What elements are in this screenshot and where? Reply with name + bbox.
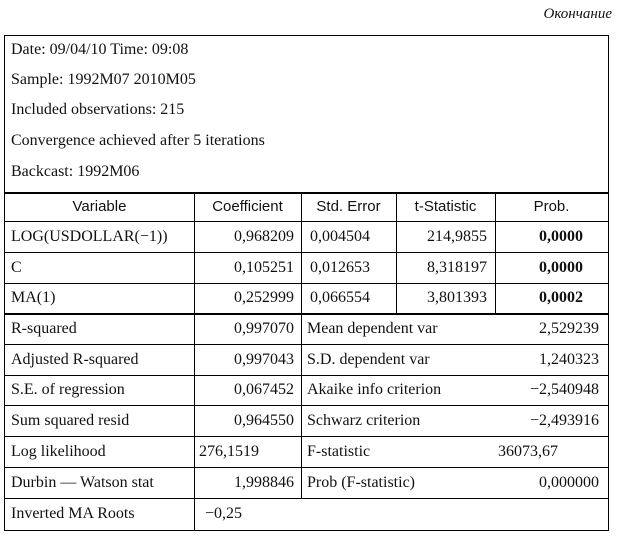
column-header-t-statistic: t-Statistic (414, 198, 477, 215)
std-error-value: 0,012653 (310, 259, 370, 276)
inverted-ma-roots-label: Inverted MA Roots (11, 505, 135, 522)
stat-label: Adjusted R-squared (11, 351, 139, 368)
backcast-line: Backcast: 1992M06 (11, 163, 140, 180)
stat-label: S.D. dependent var (307, 351, 430, 368)
row-divider (5, 344, 608, 345)
stat-label: Log likelihood (11, 443, 106, 460)
stat-label: Akaike info criterion (307, 381, 442, 398)
row-divider (5, 436, 608, 437)
t-statistic-value: 8,318197 (427, 259, 487, 276)
t-statistic-value: 3,801393 (427, 289, 487, 306)
coefficients-divider (5, 313, 608, 315)
row-divider (5, 498, 608, 499)
stat-label: Schwarz criterion (307, 412, 421, 429)
coefficient-value: 0,105251 (234, 259, 294, 276)
std-error-value: 0,004504 (310, 228, 370, 245)
prob-value: 0,0002 (539, 289, 583, 306)
stat-value: 36073,67 (498, 443, 558, 460)
row-divider (5, 375, 608, 376)
regression-output-table (4, 35, 609, 531)
stat-label: F-statistic (307, 443, 371, 460)
sample-line: Sample: 1992M07 2010M05 (11, 71, 196, 88)
stat-value: 276,1519 (199, 443, 259, 460)
column-header-prob: Prob. (533, 198, 570, 215)
row-divider (5, 283, 608, 284)
stat-value: 0,997043 (234, 351, 294, 368)
row-divider (5, 252, 608, 253)
variable-name: MA(1) (11, 289, 56, 306)
t-statistic-value: 214,9855 (427, 228, 487, 245)
header-divider (5, 192, 608, 194)
observations-line: Included observations: 215 (11, 101, 185, 118)
stat-label: Mean dependent var (307, 320, 438, 337)
stat-label: Durbin — Watson stat (11, 474, 154, 491)
stat-value: 0,067452 (234, 381, 294, 398)
column-header-coefficient: Coefficient (212, 198, 283, 215)
stat-value: 1,998846 (234, 474, 294, 491)
column-header-std-error: Std. Error (316, 198, 381, 215)
coefficient-value: 0,252999 (234, 289, 294, 306)
page-caption: Окончание (543, 6, 612, 22)
stat-value: 0,964550 (234, 412, 294, 429)
std-error-value: 0,066554 (310, 289, 370, 306)
prob-value: 0,0000 (539, 228, 583, 245)
variable-name: LOG(USDOLLAR(−1)) (11, 228, 168, 245)
stat-value: 0,997070 (234, 320, 294, 337)
stat-value: 2,529239 (539, 320, 599, 337)
stat-label: Prob (F-statistic) (307, 474, 415, 491)
prob-value: 0,0000 (539, 259, 583, 276)
row-divider (5, 405, 608, 406)
stat-value: 1,240323 (539, 351, 599, 368)
column-divider (301, 192, 302, 498)
stat-value: −2,493916 (529, 412, 599, 429)
stat-label: S.E. of regression (11, 381, 125, 398)
coefficient-value: 0,968209 (234, 228, 294, 245)
stat-label: Sum squared resid (11, 412, 130, 429)
inverted-ma-roots-value: −0,25 (205, 505, 243, 522)
date-time-line: Date: 09/04/10 Time: 09:08 (11, 41, 189, 58)
row-divider (5, 467, 608, 468)
column-header-divider (5, 221, 608, 222)
variable-name: C (11, 259, 22, 276)
column-header-variable: Variable (72, 198, 127, 215)
stat-label: R-squared (11, 320, 77, 337)
stat-value: 0,000000 (539, 474, 599, 491)
stat-value: −2,540948 (529, 381, 599, 398)
convergence-line: Convergence achieved after 5 iterations (11, 132, 265, 149)
